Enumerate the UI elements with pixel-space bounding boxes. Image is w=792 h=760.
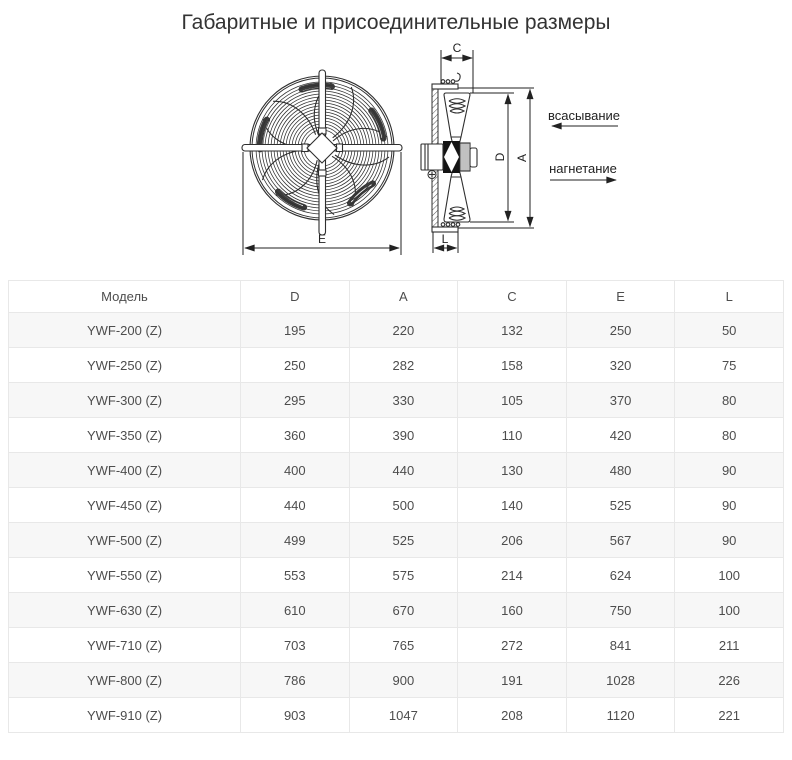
value-cell: 220: [349, 313, 458, 348]
table-row: [9, 313, 784, 348]
column-header-e: E: [566, 281, 675, 313]
value-cell: 900: [349, 663, 458, 698]
fan-front-view: [242, 70, 402, 255]
table-row: [9, 523, 784, 558]
value-cell: 250: [241, 348, 350, 383]
value-cell: 750: [566, 593, 675, 628]
value-cell: 440: [349, 453, 458, 488]
value-cell: 400: [241, 453, 350, 488]
value-cell: 191: [458, 663, 567, 698]
value-cell: 110: [458, 418, 567, 453]
table-body: [9, 313, 784, 733]
model-cell: YWF-450 (Z): [9, 488, 241, 523]
airflow-annotations: [548, 108, 620, 180]
fan-dimensions-diagram: [0, 38, 792, 276]
column-header-a: A: [349, 281, 458, 313]
value-cell: 786: [241, 663, 350, 698]
value-cell: 211: [675, 628, 784, 663]
value-cell: 1047: [349, 698, 458, 733]
model-cell: YWF-250 (Z): [9, 348, 241, 383]
value-cell: 440: [241, 488, 350, 523]
model-cell: YWF-910 (Z): [9, 698, 241, 733]
model-cell: YWF-200 (Z): [9, 313, 241, 348]
value-cell: 221: [675, 698, 784, 733]
dim-label-l: L: [441, 232, 449, 246]
blade-profile-top: [444, 93, 470, 137]
table-row: [9, 418, 784, 453]
value-cell: 100: [675, 558, 784, 593]
value-cell: 420: [566, 418, 675, 453]
value-cell: 765: [349, 628, 458, 663]
dimension-l: [433, 232, 458, 253]
value-cell: 214: [458, 558, 567, 593]
table-header: [9, 281, 784, 313]
value-cell: 250: [566, 313, 675, 348]
dim-label-e: E: [317, 232, 327, 246]
fan-side-view: [421, 41, 620, 253]
value-cell: 610: [241, 593, 350, 628]
value-cell: 320: [566, 348, 675, 383]
dimension-a: [515, 90, 530, 227]
value-cell: 158: [458, 348, 567, 383]
value-cell: 670: [349, 593, 458, 628]
dim-label-d: D: [493, 152, 507, 162]
table-row: [9, 488, 784, 523]
value-cell: 90: [675, 453, 784, 488]
value-cell: 499: [241, 523, 350, 558]
value-cell: 525: [349, 523, 458, 558]
value-cell: 105: [458, 383, 567, 418]
value-cell: 360: [241, 418, 350, 453]
value-cell: 132: [458, 313, 567, 348]
drain-plug: [428, 171, 436, 179]
column-header-model: Модель: [9, 281, 241, 313]
value-cell: 272: [458, 628, 567, 663]
value-cell: 90: [675, 523, 784, 558]
value-cell: 330: [349, 383, 458, 418]
model-cell: YWF-500 (Z): [9, 523, 241, 558]
value-cell: 480: [566, 453, 675, 488]
table-row: [9, 593, 784, 628]
value-cell: 206: [458, 523, 567, 558]
value-cell: 140: [458, 488, 567, 523]
value-cell: 903: [241, 698, 350, 733]
cable-mark: [455, 73, 460, 81]
motor-ribbed-cap: [460, 143, 470, 171]
value-cell: 75: [675, 348, 784, 383]
model-cell: YWF-800 (Z): [9, 663, 241, 698]
value-cell: 50: [675, 313, 784, 348]
column-header-d: D: [241, 281, 350, 313]
model-cell: YWF-550 (Z): [9, 558, 241, 593]
value-cell: 80: [675, 418, 784, 453]
table-row: [9, 628, 784, 663]
header-row: [9, 281, 784, 313]
value-cell: 226: [675, 663, 784, 698]
value-cell: 553: [241, 558, 350, 593]
dimensions-table: [8, 280, 784, 733]
table-row: [9, 698, 784, 733]
value-cell: 575: [349, 558, 458, 593]
suction-label: всасывание: [548, 108, 620, 123]
plate-top-foot: [432, 84, 458, 89]
value-cell: 1028: [566, 663, 675, 698]
table-row: [9, 663, 784, 698]
value-cell: 1120: [566, 698, 675, 733]
value-cell: 80: [675, 383, 784, 418]
model-cell: YWF-400 (Z): [9, 453, 241, 488]
value-cell: 624: [566, 558, 675, 593]
dim-label-c: C: [452, 41, 462, 55]
table-row: [9, 558, 784, 593]
value-cell: 500: [349, 488, 458, 523]
page-title: Габаритные и присоединительные размеры: [181, 11, 611, 34]
value-cell: 703: [241, 628, 350, 663]
table-row: [9, 383, 784, 418]
table-row: [9, 348, 784, 383]
value-cell: 525: [566, 488, 675, 523]
model-cell: YWF-350 (Z): [9, 418, 241, 453]
column-header-l: L: [675, 281, 784, 313]
value-cell: 160: [458, 593, 567, 628]
value-cell: 100: [675, 593, 784, 628]
terminal-box: [421, 144, 443, 170]
model-cell: YWF-300 (Z): [9, 383, 241, 418]
fan-drawing-svg: [240, 40, 640, 276]
value-cell: 90: [675, 488, 784, 523]
value-cell: 295: [241, 383, 350, 418]
model-cell: YWF-630 (Z): [9, 593, 241, 628]
value-cell: 195: [241, 313, 350, 348]
value-cell: 390: [349, 418, 458, 453]
value-cell: 370: [566, 383, 675, 418]
table-row: [9, 453, 784, 488]
value-cell: 130: [458, 453, 567, 488]
value-cell: 282: [349, 348, 458, 383]
mounting-struts: [242, 70, 402, 235]
value-cell: 567: [566, 523, 675, 558]
discharge-label: нагнетание: [549, 161, 617, 176]
value-cell: 208: [458, 698, 567, 733]
column-header-c: C: [458, 281, 567, 313]
model-cell: YWF-710 (Z): [9, 628, 241, 663]
value-cell: 841: [566, 628, 675, 663]
motor-end-cap: [470, 148, 477, 167]
dim-label-a: A: [515, 153, 529, 163]
